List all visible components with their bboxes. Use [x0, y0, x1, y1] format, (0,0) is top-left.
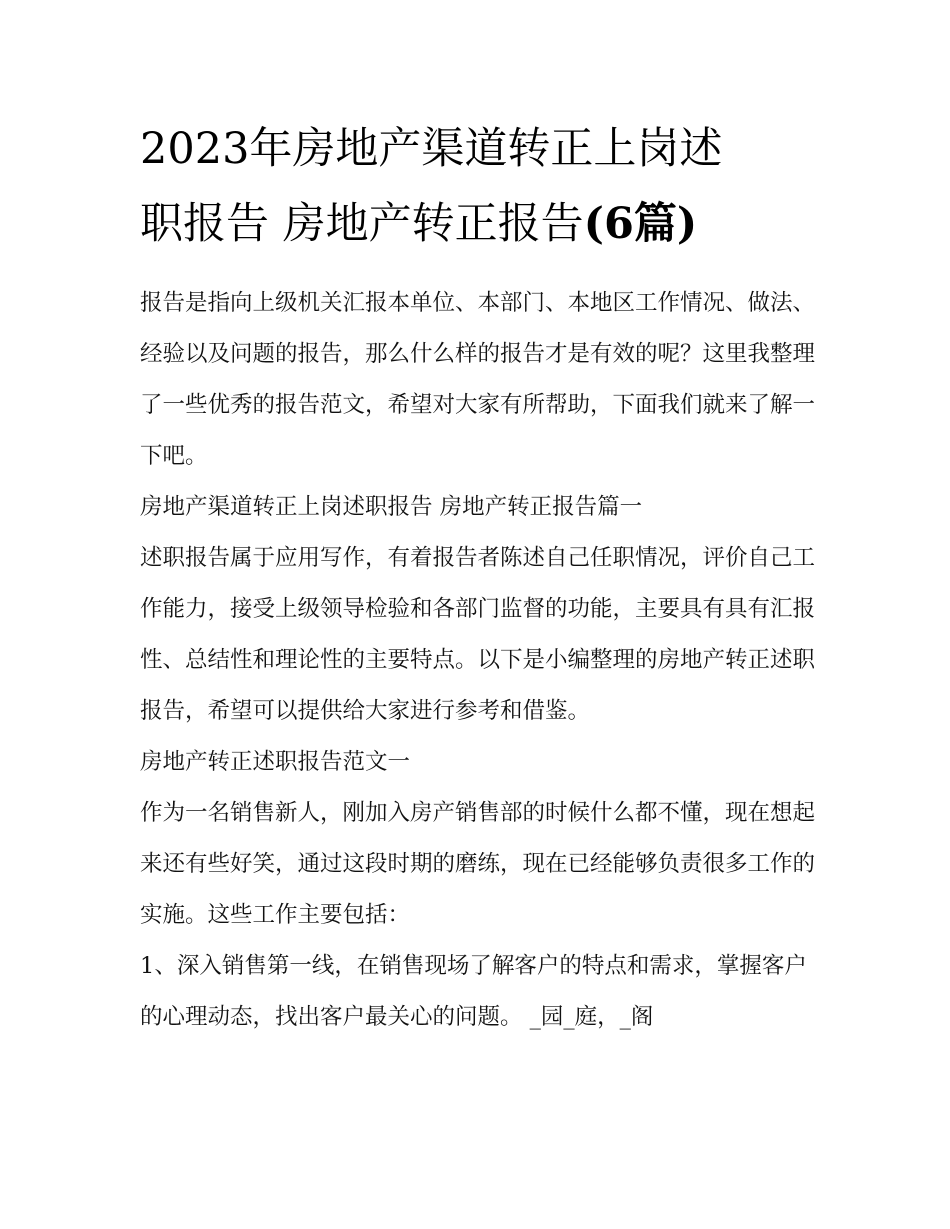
- title-line-1: 2023年房地产渠道转正上岗述: [140, 124, 723, 174]
- intro-paragraph: 报告是指向上级机关汇报本单位、本部门、本地区工作情况、做法、经验以及问题的报告，那么什么样的报告才是有效的呢？这里我整理了一些优秀的报告范文，希望对大家有所帮助，下面我们就来了解一下吧。: [140, 290, 816, 469]
- document-body: [140, 278, 820, 1043]
- subsection-heading: 房地产转正述职报告范文一: [140, 749, 411, 775]
- title-line-2: 职报告 房地产转正报告: [140, 199, 584, 249]
- title-count: (6篇): [583, 199, 698, 249]
- body-paragraph: 作为一名销售新人，刚加入房产销售部的时候什么都不懂，现在想起来还有些好笑，通过这段时期的磨练，现在已经能够负责很多工作的实施。这些工作主要包括：: [140, 800, 816, 928]
- list-item: 1、深入销售第一线，在销售现场了解客户的特点和需求，掌握客户的心理动态，找出客户最关心的问题。 _园_庭，_阁: [140, 953, 807, 1030]
- section-heading: 房地产渠道转正上岗述职报告 房地产转正报告篇一: [140, 494, 643, 520]
- body-paragraph: 述职报告属于应用写作，有着报告者陈述自己任职情况，评价自己工作能力，接受上级领导检验和各部门监督的功能，主要具有具有汇报性、总结性和理论性的主要特点。以下是小编整理的房地产转正述职报告，希望可以提供给大家进行参考和借鉴。: [140, 545, 816, 724]
- document-title: [140, 112, 820, 262]
